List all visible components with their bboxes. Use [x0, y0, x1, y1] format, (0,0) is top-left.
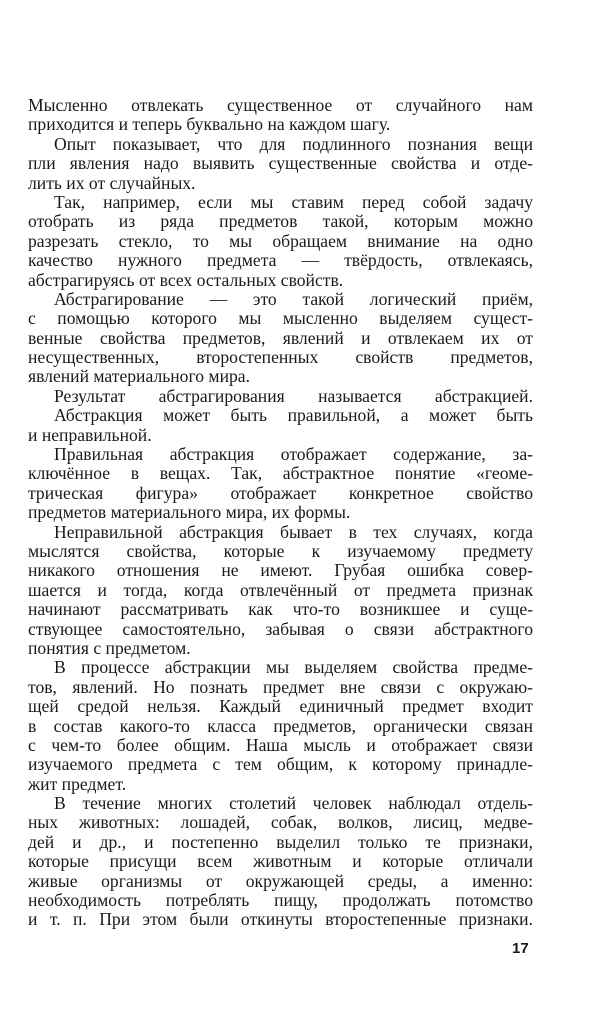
text-line: и т. п. При этом были откинуты второстепенные признаки. [28, 909, 533, 930]
text-line: лить их от случайных. [28, 172, 196, 193]
text-line: щей средой нельзя. Каждый единичный предмет входит [28, 696, 533, 717]
text-line: предметов материального мира, их формы. [28, 502, 351, 523]
text-line: Неправильной абстракция бывает в тех случаях, когда [54, 521, 533, 542]
text-line: которые присущи всем животным и которые отличали [28, 851, 533, 872]
text-line: качество нужного предмета — твёрдость, отвлекаясь, [28, 250, 533, 271]
text-line: никакого отношения не имеют. Грубая ошибка совер- [28, 560, 533, 581]
text-line: необходимость потреблять пищу, продолжать потомство [28, 890, 533, 911]
text-line: ключённое в вещах. Так, абстрактное понятие «геоме- [28, 463, 533, 484]
text-line: начинают рассматривать как что-то возникшее и суще- [28, 599, 533, 620]
text-line: Опыт показывает, что для подлинного познания вещи [54, 133, 533, 154]
text-line: Абстрагирование — это такой логический приём, [54, 288, 533, 309]
page-number: 17 [512, 940, 529, 957]
text-line: тов, явлений. Но познать предмет вне связи с окружаю- [28, 676, 533, 697]
text-line: разрезать стекло, то мы обращаем внимание на одно [28, 230, 533, 251]
text-line: венные свойства предметов, явлений и отвлекаем их от [28, 327, 533, 348]
text-line: ных животных: лошадей, собак, волков, лисиц, медве- [28, 812, 533, 833]
text-line: несущественных, второстепенных свойств предметов, [28, 347, 533, 368]
text-line: Так, например, если мы ставим перед собой задачу [54, 191, 533, 212]
text-line: дей и др., и постепенно выделил только те признаки, [28, 831, 533, 852]
text-line: в состав какого-то класса предметов, органически связан [28, 715, 533, 736]
page-text-body [28, 96, 533, 930]
text-line: явлений материального мира. [28, 366, 250, 387]
text-line: понятия с предметом. [28, 637, 191, 658]
text-line: трическая фигура» отображает конкретное свойство [28, 482, 533, 503]
text-line: Абстракция может быть правильной, а может быть [54, 405, 533, 426]
text-line: живые организмы от окружающей среды, а именно: [28, 870, 533, 891]
text-line: Мысленно отвлекать существенное от случайного нам [28, 95, 533, 115]
text-line: с чем-то более общим. Наша мысль и отображает связи [28, 734, 533, 755]
text-line: отобрать из ряда предметов такой, которым можно [28, 211, 533, 232]
text-line: Результат абстрагирования называется абстракцией. [54, 385, 533, 406]
text-line: и неправильной. [28, 424, 152, 445]
text-line: В течение многих столетий человек наблюдал отдель- [54, 793, 533, 814]
text-line: изучаемого предмета с тем общим, к которому принадле- [28, 754, 533, 775]
text-line: жит предмет. [28, 773, 127, 794]
text-line: шается и тогда, когда отвлечённый от предмета признак [28, 579, 533, 600]
text-line: мыслятся свойства, которые к изучаемому предмету [28, 540, 533, 561]
text-line: ствующее самостоятельно, забывая о связи абстрактного [28, 618, 533, 639]
text-line: абстрагируясь от всех остальных свойств. [28, 269, 344, 290]
text-line: с помощью которого мы мысленно выделяем сущест- [28, 308, 533, 329]
text-line: приходится и теперь буквально на каждом шагу. [28, 114, 391, 135]
text-line: В процессе абстракции мы выделяем свойства предме- [54, 657, 533, 678]
text-line: пли явления надо выявить существенные свойства и отде- [28, 153, 533, 174]
text-line: Правильная абстракция отображает содержание, за- [54, 444, 533, 465]
